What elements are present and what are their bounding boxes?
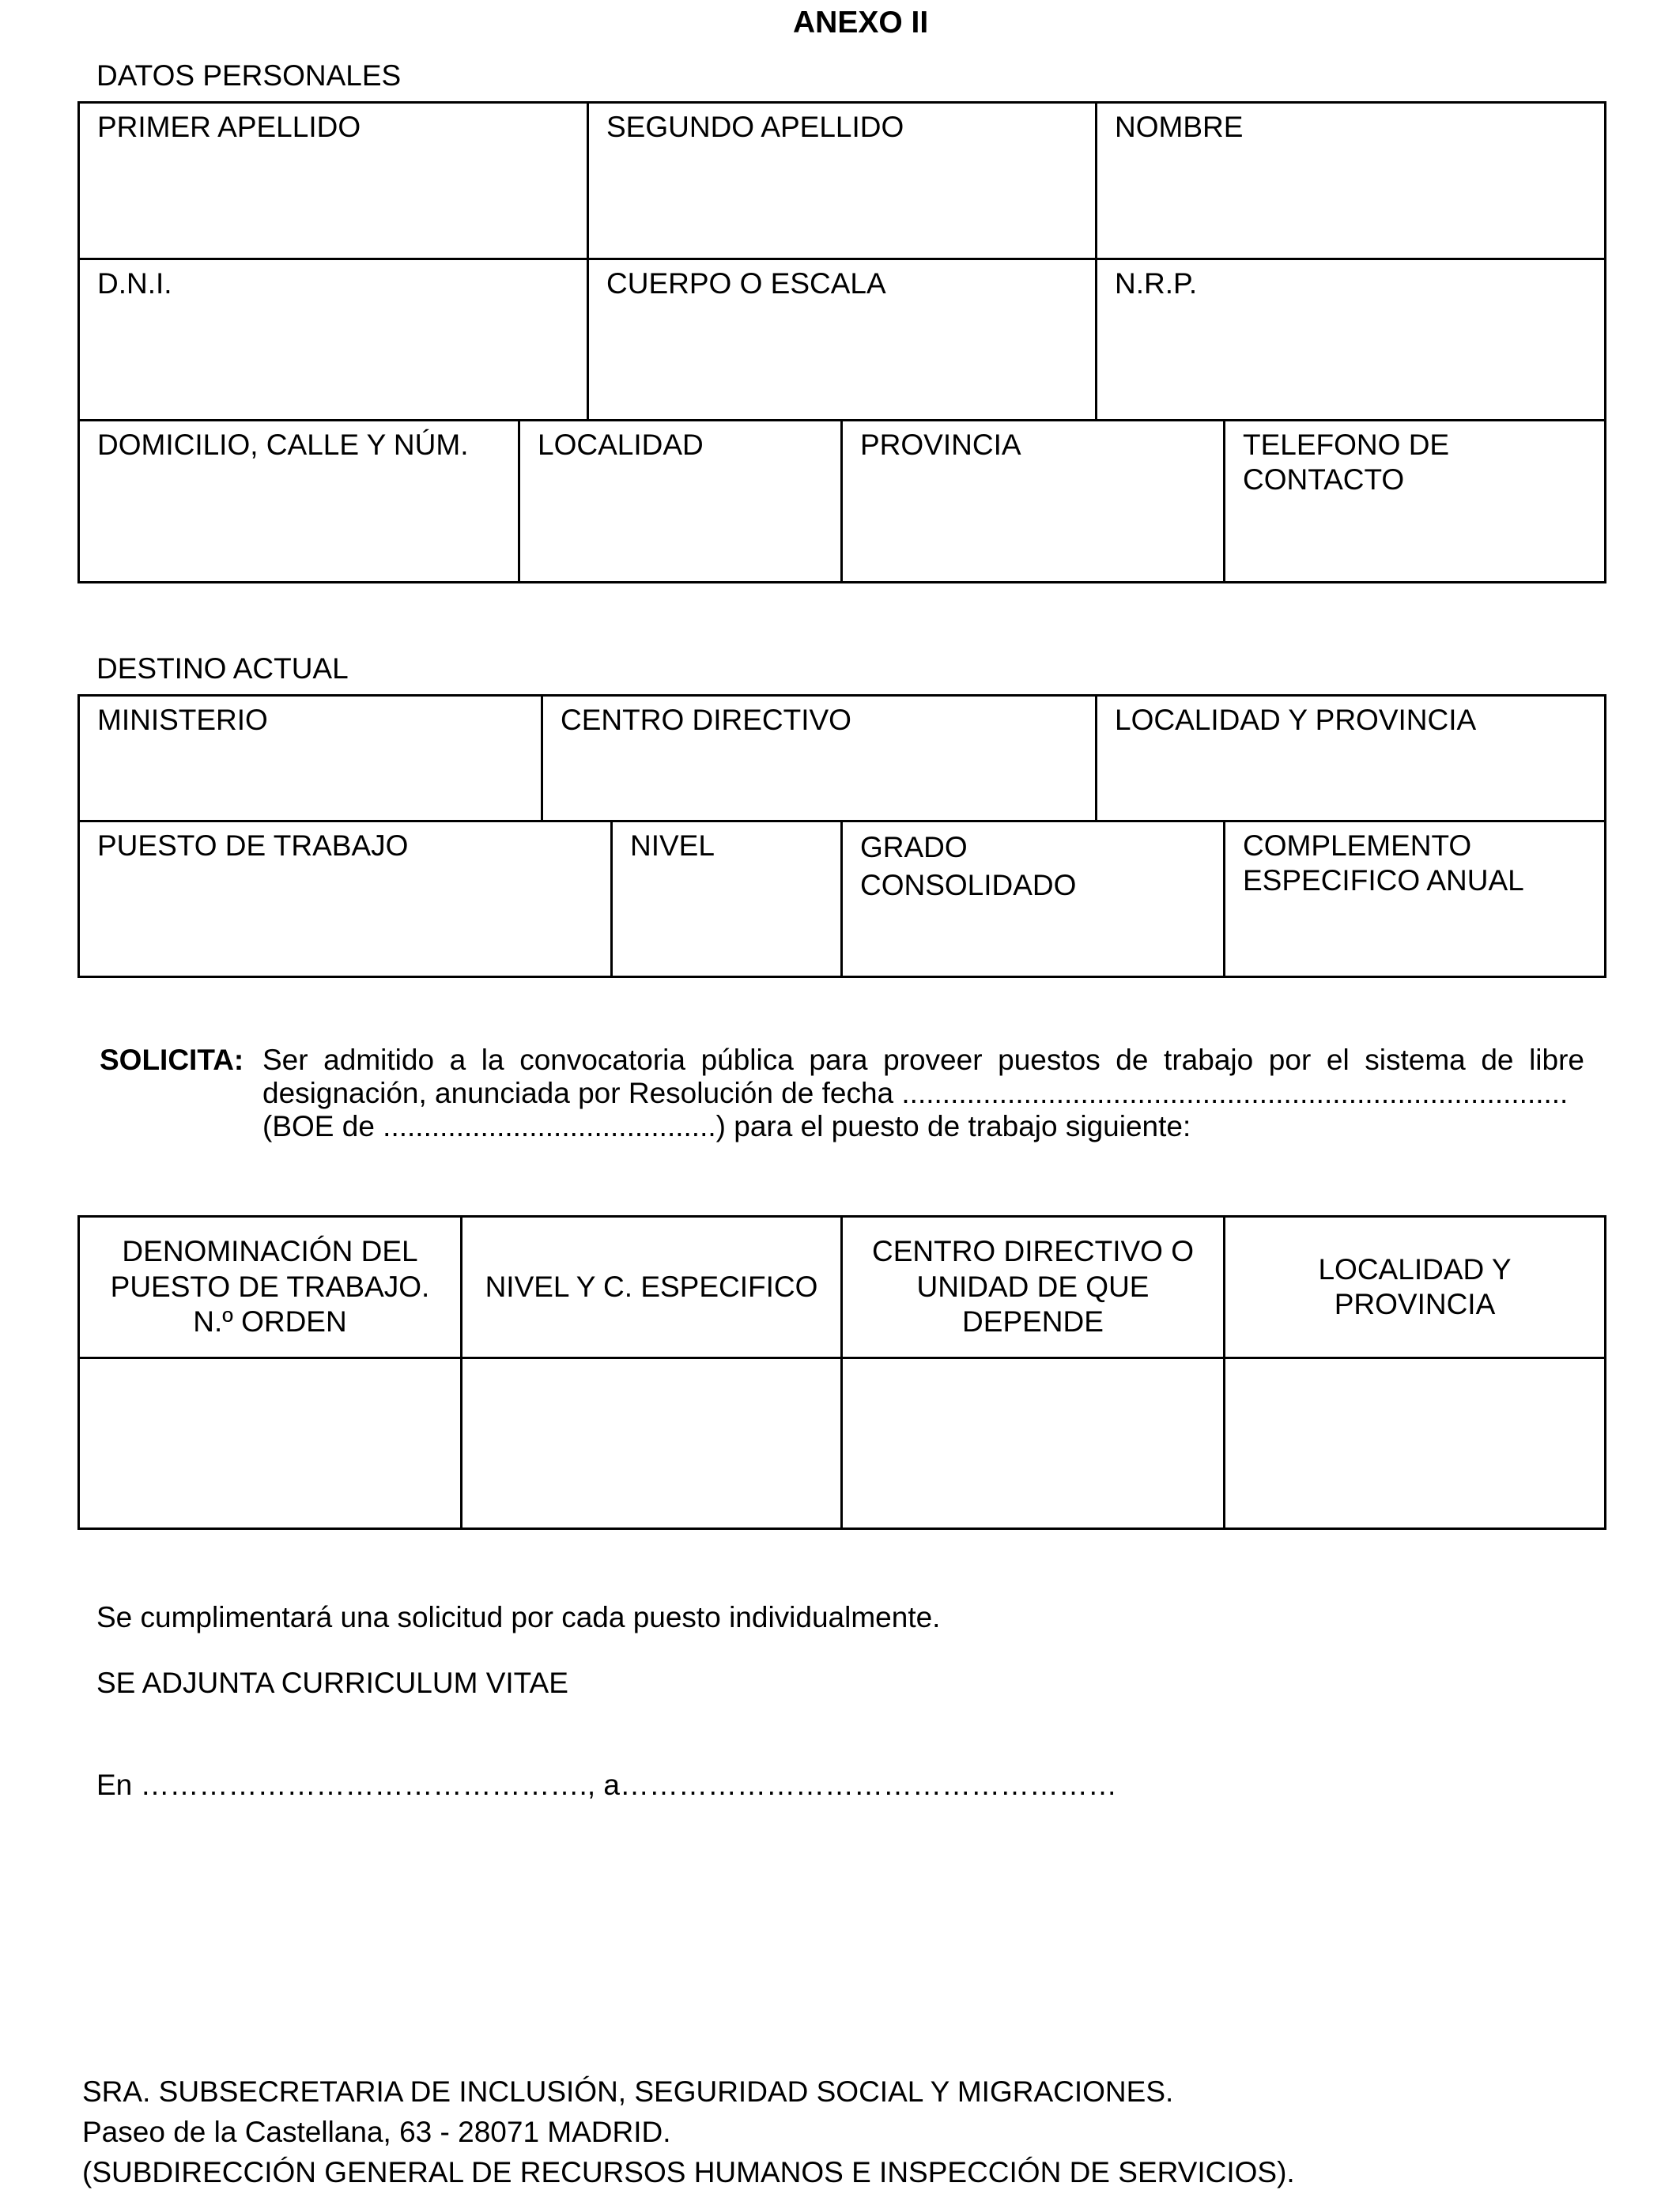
field-label: PROVINCIA [860,429,1021,461]
field-label: CUERPO O ESCALA [606,267,886,300]
footer-recipient: SRA. SUBSECRETARIA DE INCLUSIÓN, SEGURIDAD SOCIAL Y MIGRACIONES. [82,2075,1174,2108]
field-label: D.N.I. [97,267,172,300]
table-header-denominacion: DENOMINACIÓN DEL PUESTO DE TRABAJO. N.º ORDEN [77,1215,462,1359]
solicita-line-1: Ser admitido a la convocatoria pública para proveer puestos de trabajo por el sistema de libre [262,1044,1584,1076]
field-label: DOMICILIO, CALLE Y NÚM. [97,429,469,461]
nombre-field[interactable] [1095,101,1606,260]
segundo-apellido-field[interactable] [587,101,1097,260]
table-cell-nivel[interactable] [460,1357,843,1530]
field-label: LOCALIDAD Y PROVINCIA [1115,704,1477,736]
solicita-line-2: designación, anunciada por Resolución de fecha .................................................................................. [262,1077,1569,1109]
section-heading-personal: DATOS PERSONALES [96,59,402,92]
dni-field[interactable] [77,258,589,421]
place-date-line[interactable]: En ………………………………………., a…………………………………………… [96,1769,1117,1801]
field-label: NIVEL [630,829,715,862]
puesto-trabajo-field[interactable] [77,820,613,978]
table-header-nivel: NIVEL Y C. ESPECIFICO [460,1215,843,1359]
field-label: PUESTO DE TRABAJO [97,829,409,862]
complemento-field[interactable] [1223,820,1606,978]
section-heading-destino: DESTINO ACTUAL [96,652,349,685]
grado-consolidado-field[interactable] [840,820,1225,978]
centro-directivo-field[interactable] [541,694,1097,822]
localidad-field[interactable] [518,419,843,583]
table-header-centro: CENTRO DIRECTIVO O UNIDAD DE QUE DEPENDE [840,1215,1225,1359]
table-cell-centro[interactable] [840,1357,1225,1530]
solicita-line-3: (BOE de .........................................) para el puesto de trabajo siguiente: [262,1110,1191,1142]
table-header-localidad: LOCALIDAD Y PROVINCIA [1223,1215,1606,1359]
domicilio-field[interactable] [77,419,520,583]
table-cell-localidad[interactable] [1223,1357,1606,1530]
field-label: GRADO CONSOLIDADO [860,831,1077,902]
ministerio-field[interactable] [77,694,543,822]
note-individual: Se cumplimentará una solicitud por cada puesto individualmente. [96,1601,941,1633]
field-label: MINISTERIO [97,704,268,736]
field-label: N.R.P. [1115,267,1198,300]
primer-apellido-field[interactable] [77,101,589,260]
field-label: LOCALIDAD [538,429,704,461]
cuerpo-escala-field[interactable] [587,258,1097,421]
field-label: PRIMER APELLIDO [97,111,361,143]
solicita-label: SOLICITA: [100,1044,244,1076]
field-label: SEGUNDO APELLIDO [606,111,904,143]
page-title: ANEXO II [793,6,929,40]
nivel-field[interactable] [610,820,843,978]
nrp-field[interactable] [1095,258,1606,421]
field-label: COMPLEMENTO ESPECIFICO ANUAL [1243,829,1524,897]
localidad-provincia-field[interactable] [1095,694,1606,822]
footer-department: (SUBDIRECCIÓN GENERAL DE RECURSOS HUMANOS E INSPECCIÓN DE SERVICIOS). [82,2156,1295,2188]
table-cell-denominacion[interactable] [77,1357,462,1530]
note-curriculum: SE ADJUNTA CURRICULUM VITAE [96,1667,568,1699]
field-label: TELEFONO DE CONTACTO [1243,429,1450,497]
telefono-field[interactable] [1223,419,1606,583]
field-label: CENTRO DIRECTIVO [561,704,851,736]
footer-address: Paseo de la Castellana, 63 - 28071 MADRID. [82,2116,671,2148]
solicita-paragraph [100,1044,1584,1143]
field-label: NOMBRE [1115,111,1244,143]
provincia-field[interactable] [840,419,1225,583]
